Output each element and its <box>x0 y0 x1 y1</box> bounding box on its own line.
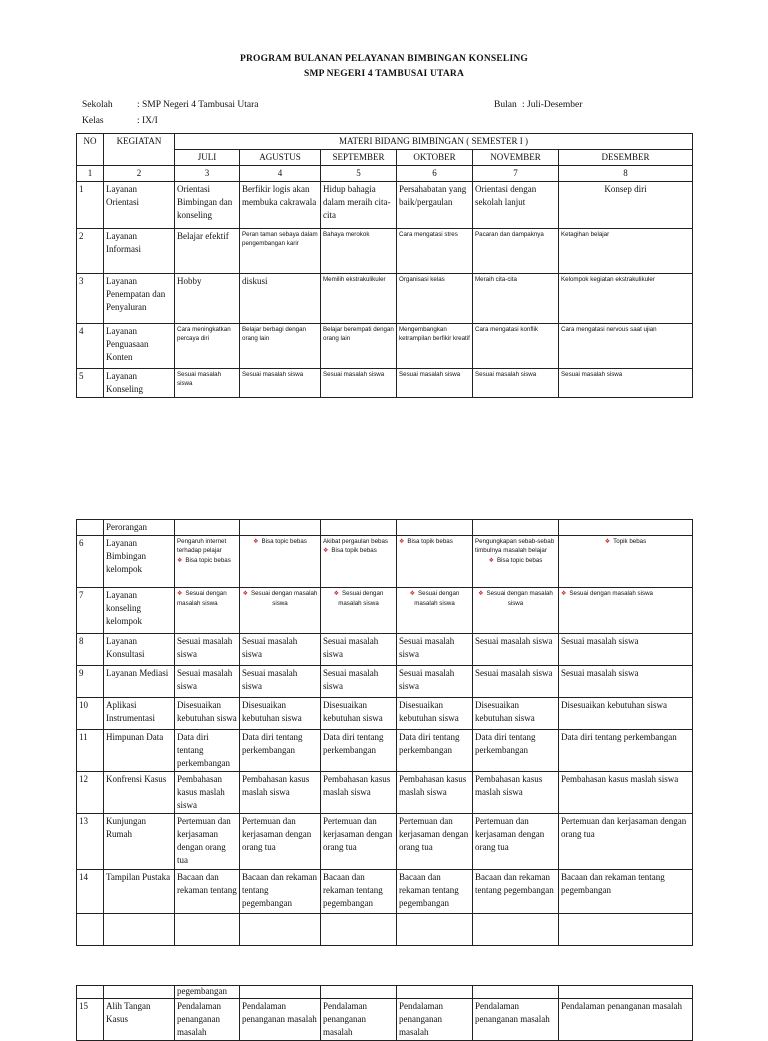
row-cell: Pacaran dan dampaknya <box>473 229 559 274</box>
row-cell: Data diri tentang perkembangan <box>559 730 693 772</box>
table-row <box>77 869 693 913</box>
table-row <box>77 730 693 772</box>
header-number: 6 <box>397 166 473 182</box>
row-cell: Pendalaman penanganan masalah <box>240 998 321 1040</box>
header-kegiatan: KEGIATAN <box>104 134 175 166</box>
row-cell <box>397 913 473 945</box>
diamond-bullet-icon: ❖ <box>561 591 567 598</box>
row-cell: Pendalaman penanganan masalah <box>321 998 397 1040</box>
row-cell: Pembahasan kasus maslah siswa <box>473 772 559 814</box>
row-cell <box>473 536 559 588</box>
row-cell <box>559 913 693 945</box>
row-cell: Disesuaikan kebutuhan siswa <box>559 698 693 730</box>
diamond-bullet-icon: ❖ <box>177 591 183 598</box>
row-kegiatan: Kunjungan Rumah <box>104 814 175 869</box>
cell-text: Sesuai dengan masalah siswa <box>414 590 460 608</box>
row-cell: Pertemuan dan kerjasaman dengan orang tua <box>321 814 397 869</box>
diamond-bullet-icon: ❖ <box>242 591 248 598</box>
cell-text: Bisa topik bebas <box>407 538 453 546</box>
row-cell: Data diri tentang perkembangan <box>473 730 559 772</box>
diamond-bullet-icon: ❖ <box>253 539 259 546</box>
row-cell <box>175 536 240 588</box>
table-row <box>77 324 693 369</box>
row-cell: diskusi <box>240 274 321 324</box>
row-kegiatan: Layanan konseling kelompok <box>104 588 175 634</box>
row-no: 14 <box>77 869 104 913</box>
row-cell: Cara mengatasi konflik <box>473 324 559 369</box>
row-kegiatan: Layanan Penempatan dan Penyaluran <box>104 274 175 324</box>
row-cell: Sesuai masalah siswa <box>175 369 240 398</box>
row-no: 2 <box>77 229 104 274</box>
row-cell <box>321 536 397 588</box>
row-cell <box>397 536 473 588</box>
row-no: 7 <box>77 588 104 634</box>
header-number: 8 <box>559 166 693 182</box>
row-cell: Persahabatan yang baik/pergaulan <box>397 182 473 229</box>
table-row <box>77 698 693 730</box>
row-cell: Disesuaikan kebutuhan siswa <box>397 698 473 730</box>
row-cell: Belajar berbagi dengan orang lain <box>240 324 321 369</box>
row-cell <box>175 588 240 634</box>
row-no: 8 <box>77 634 104 666</box>
table-row-continued <box>77 520 693 536</box>
cell-text: Sesuai dengan masalah siswa <box>569 590 653 598</box>
row-cell: Bacaan dan rekaman tentang pegembangan <box>240 869 321 913</box>
row-cell: Pembahasan kasus maslah siswa <box>559 772 693 814</box>
row-cell: Disesuaikan kebutuhan siswa <box>240 698 321 730</box>
row-cell: Belajar efektif <box>175 229 240 274</box>
row-cell: Bacaan dan rekaman tentang pegembangan <box>559 869 693 913</box>
row-kegiatan: Himpunan Data <box>104 730 175 772</box>
header-month: DESEMBER <box>559 150 693 166</box>
row-cell: Bacaan dan rekaman tentang pegembangan <box>473 869 559 913</box>
sekolah-label: Sekolah <box>82 100 113 110</box>
row-cell <box>559 588 693 634</box>
row-cell: Data diri tentang perkembangan <box>240 730 321 772</box>
row-cell: Sesuai masalah siswa <box>473 369 559 398</box>
row-cell: Disesuaikan kebutuhan siswa <box>321 698 397 730</box>
row-kegiatan: Layanan Konseling <box>104 369 175 398</box>
cell-text: Sesuai dengan masalah siswa <box>486 590 553 608</box>
row-kegiatan: Layanan Konsultasi <box>104 634 175 666</box>
row-cell: Mengembangkan ketrampilan berfikir kreatif <box>397 324 473 369</box>
cell-text: Akibat pergaulan bebas <box>323 538 389 546</box>
row-cell: Sesuai masalah siswa <box>240 634 321 666</box>
row-cell <box>397 588 473 634</box>
row-cell: Pertemuan dan kerjasaman dengan orang tua <box>397 814 473 869</box>
row-cell <box>321 913 397 945</box>
cell-text: Pengungkapan sebab-sebab timbulnya masalah belajar <box>475 538 555 555</box>
cell-text: Bisa topic bebas <box>185 556 231 564</box>
cell-text: Bisa topic bebas <box>496 556 543 564</box>
row-cell: Hidup bahagia dalam meraih cita-cita <box>321 182 397 229</box>
row-cell: Disesuaikan kebutuhan siswa <box>473 698 559 730</box>
row-cell: Pertemuan dan kerjasaman dengan orang tua <box>175 814 240 869</box>
row-cell: Berfikir logis akan membuka cakrawala <box>240 182 321 229</box>
table-row <box>77 814 693 869</box>
table-row <box>77 666 693 698</box>
row-cell: Sesuai masalah siswa <box>397 666 473 698</box>
cell-text: Bisa topic bebas <box>261 538 307 546</box>
row-cell: Pembahasan kasus maslah siswa <box>397 772 473 814</box>
row-cell: Ketagihan belajar <box>559 229 693 274</box>
table-row <box>77 274 693 324</box>
row-no: 15 <box>77 998 104 1040</box>
row-cell: Konsep diri <box>559 182 693 229</box>
row-cell: Sesuai masalah siswa <box>559 666 693 698</box>
diamond-bullet-icon: ❖ <box>399 539 405 546</box>
header-row-numbers <box>77 166 693 182</box>
kelas-value: : IX/I <box>137 116 158 126</box>
header-month: JULI <box>175 150 240 166</box>
row-kegiatan: Layanan Orientasi <box>104 182 175 229</box>
row-cell: Pendalaman penanganan masalah <box>559 998 693 1040</box>
program-table-1 <box>76 133 693 398</box>
row-cell: Sesuai masalah siswa <box>559 634 693 666</box>
cell-text: Sesuai dengan masalah siswa <box>250 590 318 608</box>
header-number: 4 <box>240 166 321 182</box>
row-cell: Data diri tentang perkembangan <box>175 730 240 772</box>
row-cell: Orientasi dengan sekolah lanjut <box>473 182 559 229</box>
row-cell <box>175 913 240 945</box>
row-cell: Meraih cita-cita <box>473 274 559 324</box>
cell-text: Sesuai dengan masalah siswa <box>177 590 227 608</box>
row-cell: Cara meningkatkan percaya diri <box>175 324 240 369</box>
row-kegiatan: Layanan Penguasaan Konten <box>104 324 175 369</box>
table-row <box>77 588 693 634</box>
row-cell: Orientasi Bimbingan dan konseling <box>175 182 240 229</box>
row-cell: Sesuai masalah siswa <box>175 666 240 698</box>
row-cell: Sesuai masalah siswa <box>240 369 321 398</box>
diamond-bullet-icon: ❖ <box>177 557 183 564</box>
row-cell: Pembahasan kasus maslah siswa <box>175 772 240 814</box>
row-cell: Pertemuan dan kerjasaman dengan orang tua <box>559 814 693 869</box>
row-no: 9 <box>77 666 104 698</box>
row-cell: Kelompok kegiatan ekstrakulikuler <box>559 274 693 324</box>
row-no: 3 <box>77 274 104 324</box>
kelas-label: Kelas <box>82 116 104 126</box>
row-kegiatan: Konfrensi Kasus <box>104 772 175 814</box>
row-cell <box>473 588 559 634</box>
header-number: 5 <box>321 166 397 182</box>
page-title-1: PROGRAM BULANAN PELAYANAN BIMBINGAN KONSELING <box>239 54 529 64</box>
cell-text: Sesuai dengan masalah siswa <box>338 590 384 608</box>
row-kegiatan: Alih Tangan Kasus <box>104 998 175 1040</box>
row-cell <box>240 536 321 588</box>
row-no: 6 <box>77 536 104 588</box>
cell-text: Topik bebas <box>613 538 647 546</box>
row-cell: Sesuai masalah siswa <box>473 666 559 698</box>
row-cell: Pertemuan dan kerjasaman dengan orang tua <box>240 814 321 869</box>
header-number: 7 <box>473 166 559 182</box>
row-cell: Sesuai masalah siswa <box>397 634 473 666</box>
row-no: 4 <box>77 324 104 369</box>
row-no: 13 <box>77 814 104 869</box>
program-table-2 <box>76 519 693 946</box>
row-no <box>77 913 104 945</box>
row-cell: Sesuai masalah siswa <box>175 634 240 666</box>
table-row <box>77 536 693 588</box>
row-cell: Pembahasan kasus maslah siswa <box>321 772 397 814</box>
diamond-bullet-icon: ❖ <box>478 591 484 598</box>
diamond-bullet-icon: ❖ <box>333 591 340 598</box>
row-cell: Sesuai masalah siswa <box>473 634 559 666</box>
row-cell <box>321 588 397 634</box>
row-no: 5 <box>77 369 104 398</box>
row-cell: Peran taman sebaya dalam pengembangan karir <box>240 229 321 274</box>
row-cell: Pendalaman penanganan masalah <box>473 998 559 1040</box>
row-cell: Bacaan dan rekaman tentang pegembangan <box>397 869 473 913</box>
row-kegiatan: Layanan Informasi <box>104 229 175 274</box>
sekolah-value: : SMP Negeri 4 Tambusai Utara <box>137 100 259 110</box>
row-cell: Sesuai masalah siswa <box>321 369 397 398</box>
table-row <box>77 913 693 945</box>
row-cell: Pembahasan kasus maslah siswa <box>240 772 321 814</box>
row-cell: Sesuai masalah siswa <box>559 369 693 398</box>
row-cell: Bacaan dan rekaman tentang <box>175 869 240 913</box>
row-cell: Hobby <box>175 274 240 324</box>
row-no: 12 <box>77 772 104 814</box>
row-cell: Organisasi kelas <box>397 274 473 324</box>
row-cell: Data diri tentang perkembangan <box>397 730 473 772</box>
diamond-bullet-icon: ❖ <box>323 548 329 555</box>
header-month: AGUSTUS <box>240 150 321 166</box>
row-cell: Pendalaman penanganan masalah <box>397 998 473 1040</box>
row-cell: Pertemuan dan kerjasaman dengan orang tua <box>473 814 559 869</box>
row-cell: Sesuai masalah siswa <box>397 369 473 398</box>
header-month: NOVEMBER <box>473 150 559 166</box>
header-month: SEPTEMBER <box>321 150 397 166</box>
row-cell <box>240 913 321 945</box>
diamond-bullet-icon: ❖ <box>604 539 611 546</box>
header-number: 1 <box>77 166 104 182</box>
row-no: 10 <box>77 698 104 730</box>
bulan-value: : Juli-Desember <box>522 100 583 110</box>
table-row <box>77 369 693 398</box>
row-cell: Bahaya merokok <box>321 229 397 274</box>
row-cell <box>559 536 693 588</box>
row-cell: Bacaan dan rekaman tentang pegembangan <box>321 869 397 913</box>
cell-text: Bisa topik bebas <box>331 547 377 555</box>
table-row <box>77 772 693 814</box>
bulan-label: Bulan <box>494 100 517 110</box>
row-kegiatan: Layanan Mediasi <box>104 666 175 698</box>
row-kegiatan: Aplikasi Instrumentasi <box>104 698 175 730</box>
header-row-1 <box>77 134 693 150</box>
cell-continued: pegembangan <box>175 986 240 999</box>
row-cell: Sesuai masalah siswa <box>240 666 321 698</box>
row-kegiatan <box>104 913 175 945</box>
row-cell: Cara mengatasi nervous saat ujian <box>559 324 693 369</box>
page-title-2: SMP NEGERI 4 TAMBUSAI UTARA <box>303 69 465 79</box>
diamond-bullet-icon: ❖ <box>488 557 494 564</box>
row-kegiatan: Layanan Bimbingan kelompok <box>104 536 175 588</box>
row-cell: Belajar berempati dengan orang lain <box>321 324 397 369</box>
row-cell: Pendalaman penanganan masalah <box>175 998 240 1040</box>
table-row <box>77 182 693 229</box>
row-cell: Memilih ekstrakulikuler <box>321 274 397 324</box>
table-row <box>77 998 693 1040</box>
row-no: 11 <box>77 730 104 772</box>
diamond-bullet-icon: ❖ <box>409 591 416 598</box>
row-cell: Disesuaikan kebutuhan siswa <box>175 698 240 730</box>
table-row <box>77 229 693 274</box>
program-table-3 <box>76 985 693 1041</box>
row-kegiatan-continued: Perorangan <box>104 520 175 536</box>
header-no: NO <box>77 134 104 166</box>
row-cell <box>473 913 559 945</box>
table-row <box>77 634 693 666</box>
row-cell <box>240 588 321 634</box>
row-cell: Sesuai masalah siswa <box>321 634 397 666</box>
row-no: 1 <box>77 182 104 229</box>
row-cell: Sesuai masalah siswa <box>321 666 397 698</box>
table-row-continued <box>77 986 693 999</box>
row-kegiatan: Tampilan Pustaka <box>104 869 175 913</box>
header-month: OKTOBER <box>397 150 473 166</box>
header-number: 3 <box>175 166 240 182</box>
row-cell: Data diri tentang perkembangan <box>321 730 397 772</box>
header-materi: MATERI BIDANG BIMBINGAN ( SEMESTER I ) <box>175 134 693 150</box>
row-cell: Cara mengatasi stres <box>397 229 473 274</box>
header-number: 2 <box>104 166 175 182</box>
cell-text: Pengaruh internet terhadap pelajar <box>177 538 227 555</box>
